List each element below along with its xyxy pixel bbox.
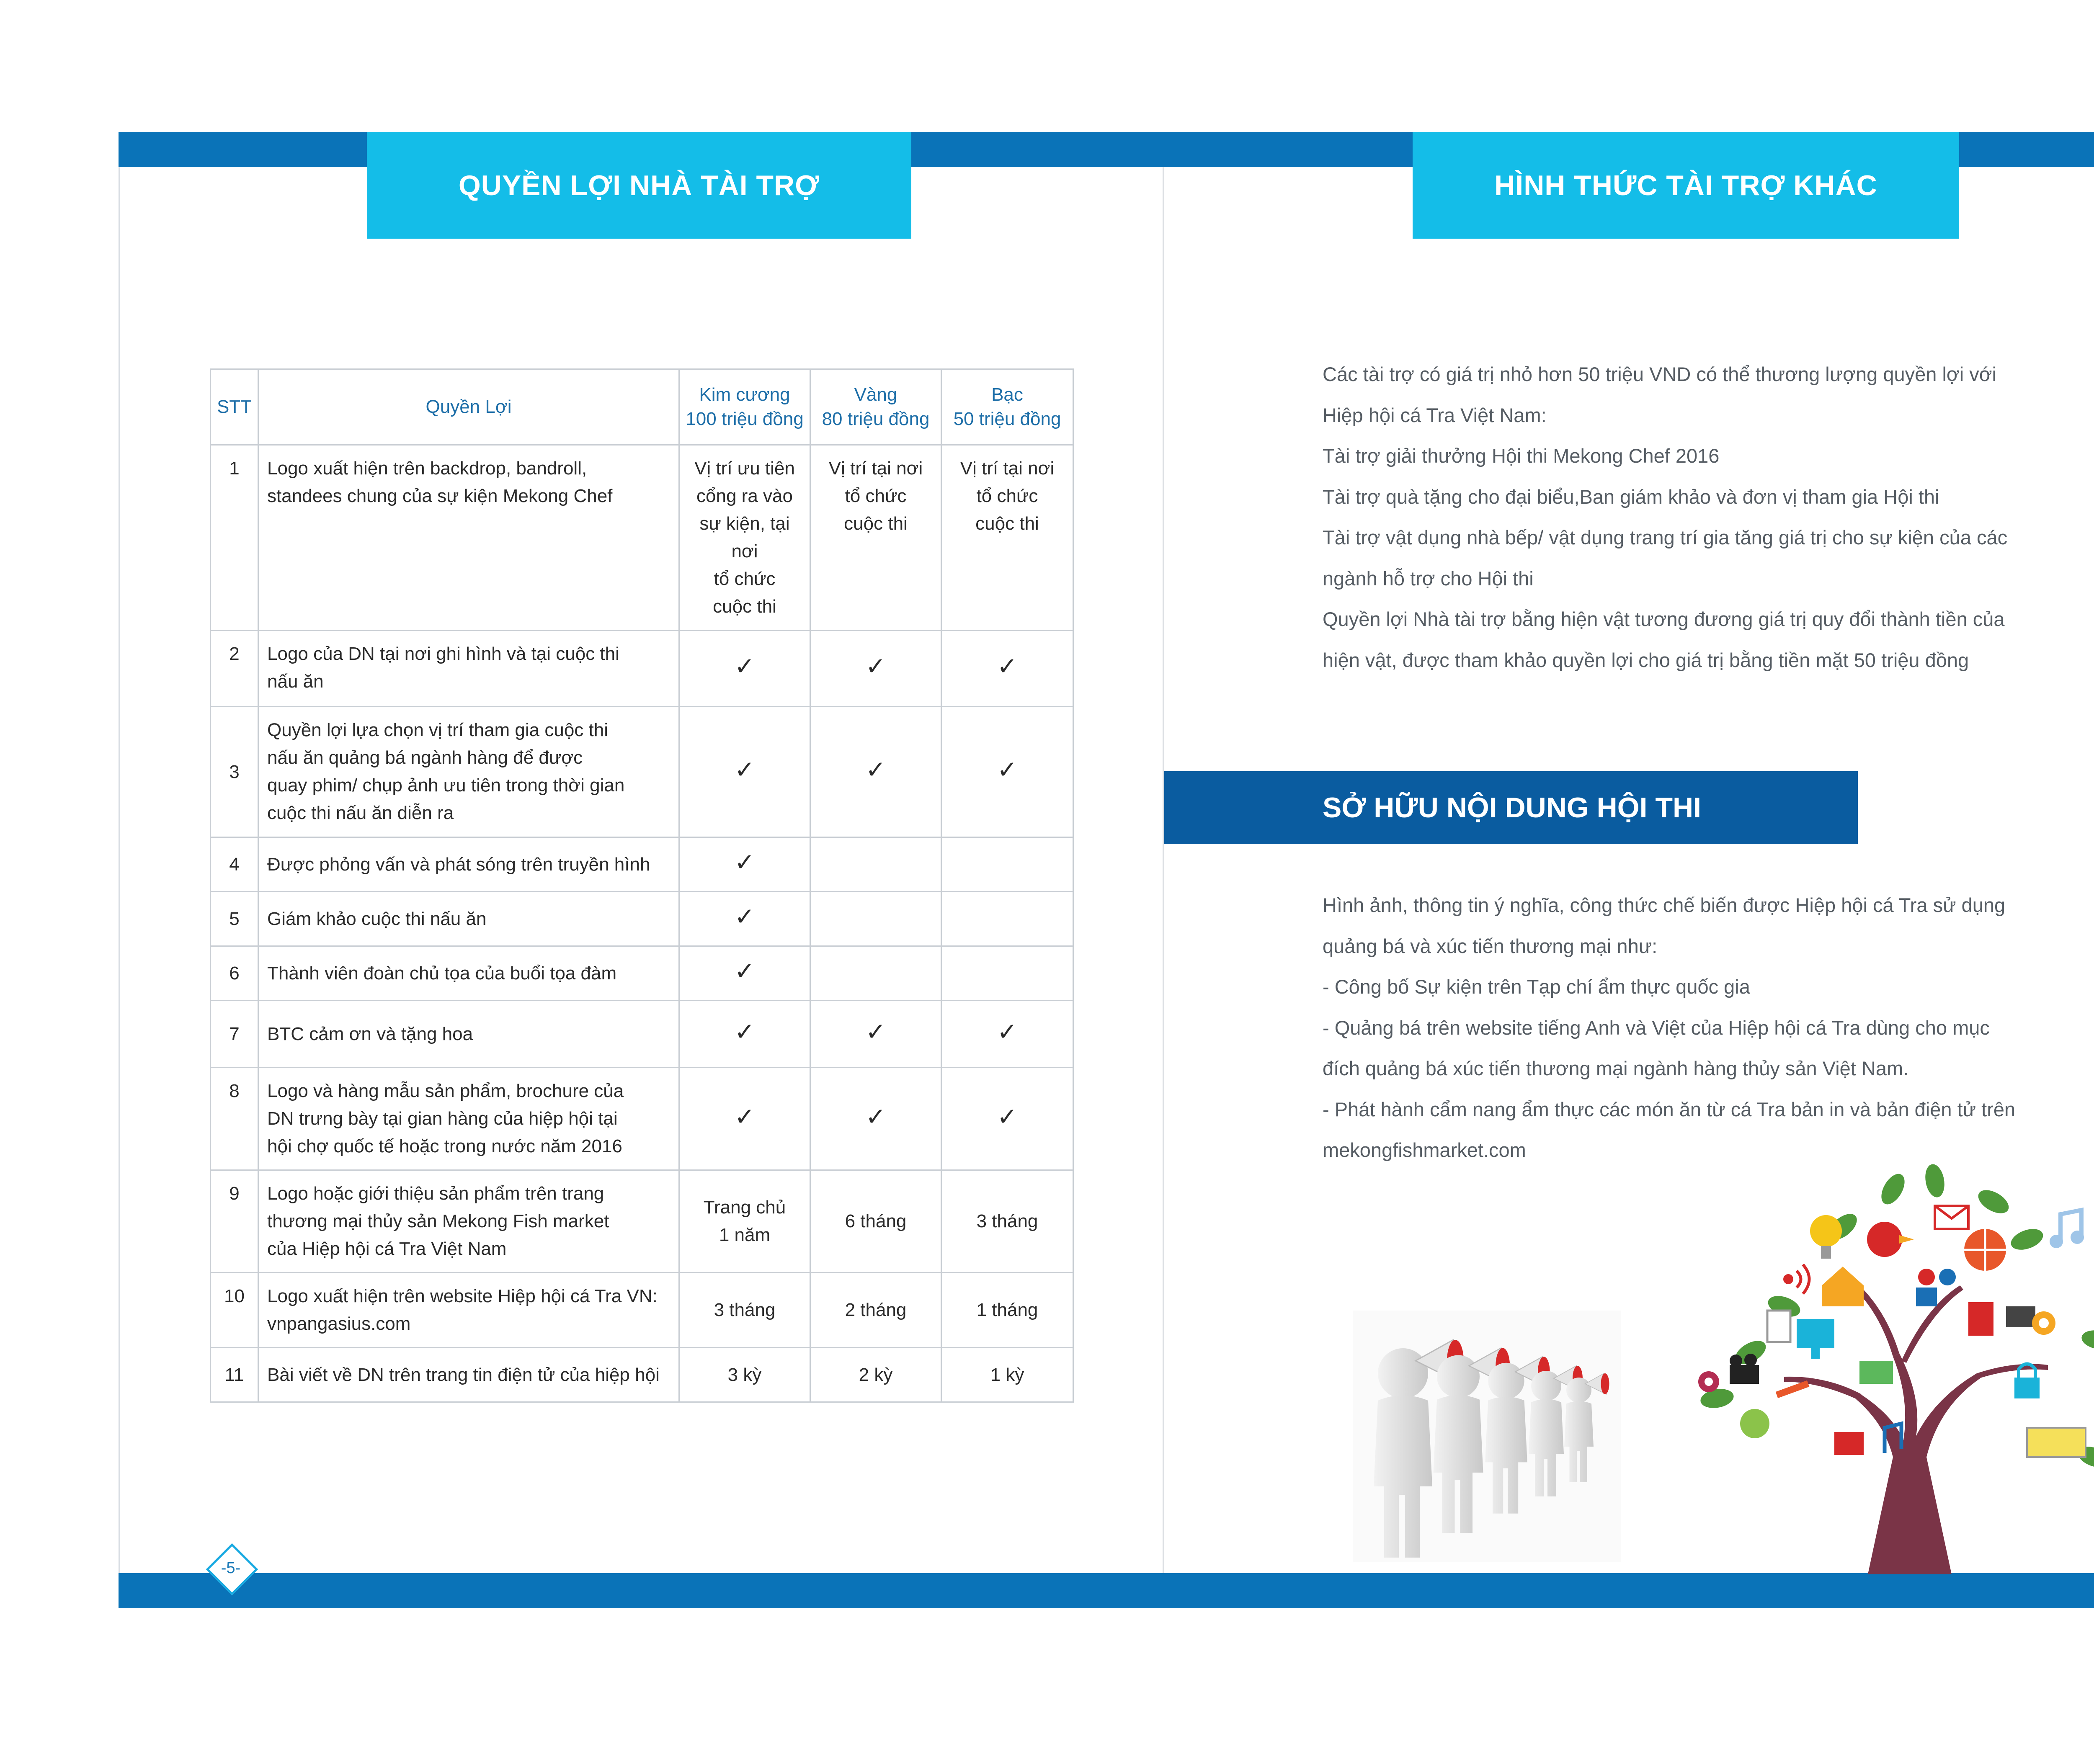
lightbulb-icon bbox=[1810, 1215, 1842, 1259]
row-benefit: Logo và hàng mẫu sản phẩm, brochure của DN trưng bày tại gian hàng của hiệp hội tại hội chợ quốc tế hoặc trong nước năm 2016 bbox=[258, 1068, 679, 1170]
row-gold bbox=[810, 946, 941, 1001]
check-icon: ✓ bbox=[679, 892, 810, 946]
row-silver: 1 tháng bbox=[941, 1273, 1073, 1348]
col-header-diamond: Kim cương 100 triệu đồng bbox=[679, 369, 810, 445]
wrench-icon bbox=[1776, 1380, 1810, 1398]
row-stt: 7 bbox=[211, 1001, 258, 1068]
check-icon: ✓ bbox=[810, 1068, 941, 1170]
row-gold bbox=[810, 837, 941, 892]
check-icon: ✓ bbox=[810, 707, 941, 837]
sponsor-benefits-table bbox=[210, 368, 1074, 1403]
other-sponsorship-text bbox=[1323, 354, 2051, 680]
row-silver: 1 kỳ bbox=[941, 1348, 1073, 1402]
row-stt: 8 bbox=[211, 1068, 258, 1170]
row-gold bbox=[810, 892, 941, 946]
row-stt: 2 bbox=[211, 631, 258, 707]
table-row bbox=[211, 631, 1073, 707]
bottom-band bbox=[119, 1573, 2094, 1608]
monitor-icon bbox=[1797, 1319, 1834, 1359]
row-benefit: Logo của DN tại nơi ghi hình và tại cuộc thi nấu ăn bbox=[258, 631, 679, 707]
check-icon: ✓ bbox=[941, 631, 1073, 707]
col-header-gold: Vàng 80 triệu đồng bbox=[810, 369, 941, 445]
table-header-row bbox=[211, 369, 1073, 445]
row-gold: 6 tháng bbox=[810, 1170, 941, 1273]
row-gold: 2 kỳ bbox=[810, 1348, 941, 1402]
people-icon bbox=[1916, 1269, 1956, 1306]
check-icon: ✓ bbox=[941, 707, 1073, 837]
content-ownership-header: SỞ HỮU NỘI DUNG HỘI THI bbox=[1164, 771, 1858, 844]
row-diamond: 3 tháng bbox=[679, 1273, 810, 1348]
row-stt: 5 bbox=[211, 892, 258, 946]
row-stt: 6 bbox=[211, 946, 258, 1001]
row-benefit: Logo hoặc giới thiệu sản phẩm trên trang thương mại thủy sản Mekong Fish market của Hiệp hội cá Tra Việt Nam bbox=[258, 1170, 679, 1273]
row-gold: 2 tháng bbox=[810, 1273, 941, 1348]
paragraph-line: Hiệp hội cá Tra Việt Nam: bbox=[1323, 404, 1547, 426]
gear-icon bbox=[1698, 1371, 1719, 1392]
col-header-stt: STT bbox=[211, 369, 258, 445]
table-row bbox=[211, 1170, 1073, 1273]
check-icon: ✓ bbox=[679, 1001, 810, 1068]
check-icon: ✓ bbox=[941, 1001, 1073, 1068]
row-silver bbox=[941, 892, 1073, 946]
paragraph-line: quảng bá và xúc tiến thương mại như: bbox=[1323, 935, 1658, 957]
check-icon: ✓ bbox=[679, 1068, 810, 1170]
row-benefit: Giám khảo cuộc thi nấu ăn bbox=[258, 892, 679, 946]
row-diamond: Vị trí ưu tiên cổng ra vào sự kiện, tại nơi tổ chức cuộc thi bbox=[679, 445, 810, 631]
media-tree-illustration bbox=[1658, 1164, 2094, 1574]
row-gold: Vị trí tại nơi tổ chức cuộc thi bbox=[810, 445, 941, 631]
document-icon bbox=[1767, 1311, 1790, 1342]
row-stt: 4 bbox=[211, 837, 258, 892]
folder-icon bbox=[1859, 1361, 1893, 1384]
content-ownership-text bbox=[1323, 885, 2051, 1171]
table-row bbox=[211, 707, 1073, 837]
row-silver bbox=[941, 837, 1073, 892]
paragraph-line: mekongfishmarket.com bbox=[1323, 1139, 1526, 1161]
table-row bbox=[211, 837, 1073, 892]
globe-icon bbox=[1964, 1229, 2006, 1271]
spine-divider bbox=[1163, 167, 1164, 1573]
paragraph-line: hiện vật, được tham khảo quyền lợi cho giá trị bằng tiền mặt 50 triệu đồng bbox=[1323, 649, 1969, 671]
row-benefit: Được phỏng vấn và phát sóng trên truyền hình bbox=[258, 837, 679, 892]
paragraph-line: Các tài trợ có giá trị nhỏ hơn 50 triệu VND có thể thương lượng quyền lợi với bbox=[1323, 363, 1996, 385]
calculator-icon bbox=[1968, 1302, 1993, 1336]
film-icon bbox=[1834, 1432, 1864, 1455]
col-header-benefit: Quyền Lợi bbox=[258, 369, 679, 445]
table-row bbox=[211, 946, 1073, 1001]
house-icon bbox=[1822, 1267, 1864, 1306]
wifi-icon bbox=[1783, 1264, 1809, 1294]
row-benefit: Thành viên đoàn chủ tọa của buổi tọa đàm bbox=[258, 946, 679, 1001]
table-row bbox=[211, 1273, 1073, 1348]
paragraph-line: Tài trợ giải thưởng Hội thi Mekong Chef 2016 bbox=[1323, 445, 1720, 467]
left-page-border bbox=[119, 167, 120, 1573]
check-icon: ✓ bbox=[679, 946, 810, 1001]
row-benefit: Logo xuất hiện trên website Hiệp hội cá Tra VN: vnpangasius.com bbox=[258, 1273, 679, 1348]
row-benefit: Quyền lợi lựa chọn vị trí tham gia cuộc thi nấu ăn quảng bá ngành hàng để được quay phim/ chụp ảnh ưu tiên trong thời gian cuộc thi nấu ăn diễn ra bbox=[258, 707, 679, 837]
globe-icon bbox=[1740, 1409, 1769, 1438]
row-stt: 1 bbox=[211, 445, 258, 631]
check-icon: ✓ bbox=[810, 631, 941, 707]
sponsor-benefits-header: QUYỀN LỢI NHÀ TÀI TRỢ bbox=[367, 132, 911, 239]
row-benefit: Bài viết về DN trên trang tin điện tử của hiệp hội bbox=[258, 1348, 679, 1402]
row-benefit: BTC cảm ơn và tặng hoa bbox=[258, 1001, 679, 1068]
table-row bbox=[211, 1001, 1073, 1068]
table-row bbox=[211, 1348, 1073, 1402]
megaphone-people-illustration bbox=[1353, 1311, 1621, 1562]
row-stt: 10 bbox=[211, 1273, 258, 1348]
paragraph-line: đích quảng bá xúc tiến thương mại ngành hàng thủy sản Việt Nam. bbox=[1323, 1057, 1909, 1079]
paragraph-line: - Công bố Sự kiện trên Tạp chí ẩm thực quốc gia bbox=[1323, 976, 1750, 998]
row-stt: 9 bbox=[211, 1170, 258, 1273]
table-row bbox=[211, 892, 1073, 946]
table-row bbox=[211, 1068, 1073, 1170]
paragraph-line: ngành hỗ trợ cho Hội thi bbox=[1323, 567, 1534, 590]
paragraph-line: - Phát hành cẩm nang ẩm thực các món ăn từ cá Tra bản in và bản điện tử trên bbox=[1323, 1098, 2016, 1120]
row-stt: 11 bbox=[211, 1348, 258, 1402]
row-diamond: 3 kỳ bbox=[679, 1348, 810, 1402]
check-icon: ✓ bbox=[679, 837, 810, 892]
page-number-left: -5- bbox=[208, 1545, 254, 1591]
other-sponsorship-header: HÌNH THỨC TÀI TRỢ KHÁC bbox=[1413, 132, 1959, 239]
check-icon: ✓ bbox=[679, 631, 810, 707]
printer-icon bbox=[2006, 1306, 2035, 1327]
envelope-icon bbox=[1935, 1206, 1968, 1229]
paragraph-line: Quyền lợi Nhà tài trợ bằng hiện vật tương đương giá trị quy đổi thành tiền của bbox=[1323, 608, 2005, 630]
check-icon: ✓ bbox=[679, 707, 810, 837]
col-header-silver: Bạc 50 triệu đồng bbox=[941, 369, 1073, 445]
paragraph-line: Tài trợ quà tặng cho đại biểu,Ban giám khảo và đơn vị tham gia Hội thi bbox=[1323, 485, 1939, 508]
row-benefit: Logo xuất hiện trên backdrop, bandroll, standees chung của sự kiện Mekong Chef bbox=[258, 445, 679, 631]
row-silver bbox=[941, 946, 1073, 1001]
billboard-icon bbox=[2027, 1428, 2086, 1457]
row-stt: 3 bbox=[211, 707, 258, 837]
bird-icon bbox=[1867, 1222, 1914, 1257]
music-note-icon bbox=[2050, 1210, 2084, 1248]
row-silver: 3 tháng bbox=[941, 1170, 1073, 1273]
paragraph-line: Tài trợ vật dụng nhà bếp/ vật dụng trang trí gia tăng giá trị cho sự kiện của các bbox=[1323, 526, 2008, 549]
row-silver: Vị trí tại nơi tổ chức cuộc thi bbox=[941, 445, 1073, 631]
paragraph-line: - Quảng bá trên website tiếng Anh và Việt của Hiệp hội cá Tra dùng cho mục bbox=[1323, 1016, 1990, 1039]
row-diamond: Trang chủ 1 năm bbox=[679, 1170, 810, 1273]
check-icon: ✓ bbox=[810, 1001, 941, 1068]
check-icon: ✓ bbox=[941, 1068, 1073, 1170]
gear-icon bbox=[2032, 1311, 2055, 1335]
table-row bbox=[211, 445, 1073, 631]
paragraph-line: Hình ảnh, thông tin ý nghĩa, công thức chế biến được Hiệp hội cá Tra sử dụng bbox=[1323, 894, 2006, 916]
